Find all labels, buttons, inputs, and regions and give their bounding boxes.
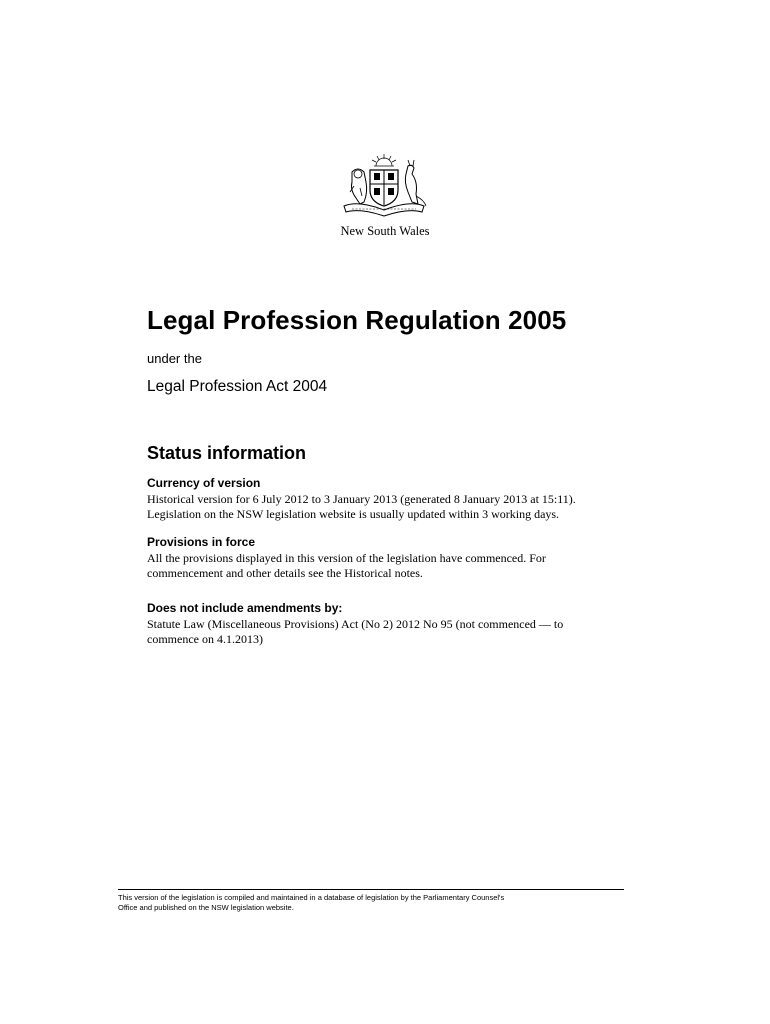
under-the-label: under the: [147, 351, 202, 366]
status-information-heading: Status information: [147, 443, 307, 463]
section-heading: Currency of version: [147, 476, 261, 490]
section-text: [147, 551, 647, 580]
amendments-not-included-section: [147, 601, 647, 646]
section-line: commencement and other details see the Historical notes.: [147, 565, 423, 580]
section-line: Historical version for 6 July 2012 to 3 January 2013 (generated 8 January 2013 at 15:11).: [147, 492, 576, 506]
footer-line: Office and published on the NSW legislation website.: [118, 903, 294, 912]
provisions-in-force-section: [147, 535, 647, 580]
section-heading: Provisions in force: [147, 535, 256, 549]
section-line: All the provisions displayed in this version of the legislation have commenced. For: [147, 551, 546, 565]
footer-divider: [118, 889, 624, 890]
footer-line: This version of the legislation is compiled and maintained in a database of legislation by the Parliamentary Counsel's: [118, 893, 505, 902]
section-heading: Does not include amendments by:: [147, 601, 343, 615]
coat-of-arms-icon: [338, 152, 430, 218]
jurisdiction-label: New South Wales: [340, 224, 430, 238]
section-line: commence on 4.1.2013): [147, 631, 263, 646]
section-line: Statute Law (Miscellaneous Provisions) Act (No 2) 2012 No 95 (not commenced — to: [147, 617, 564, 631]
section-text: [147, 492, 647, 521]
section-line: Legislation on the NSW legislation website is usually updated within 3 working days.: [147, 506, 560, 521]
regulation-title: Legal Profession Regulation 2005: [147, 305, 567, 335]
currency-of-version-section: [147, 476, 647, 521]
footer-note: [118, 893, 628, 913]
parent-act-title: Legal Profession Act 2004: [147, 378, 328, 395]
section-text: [147, 617, 647, 646]
